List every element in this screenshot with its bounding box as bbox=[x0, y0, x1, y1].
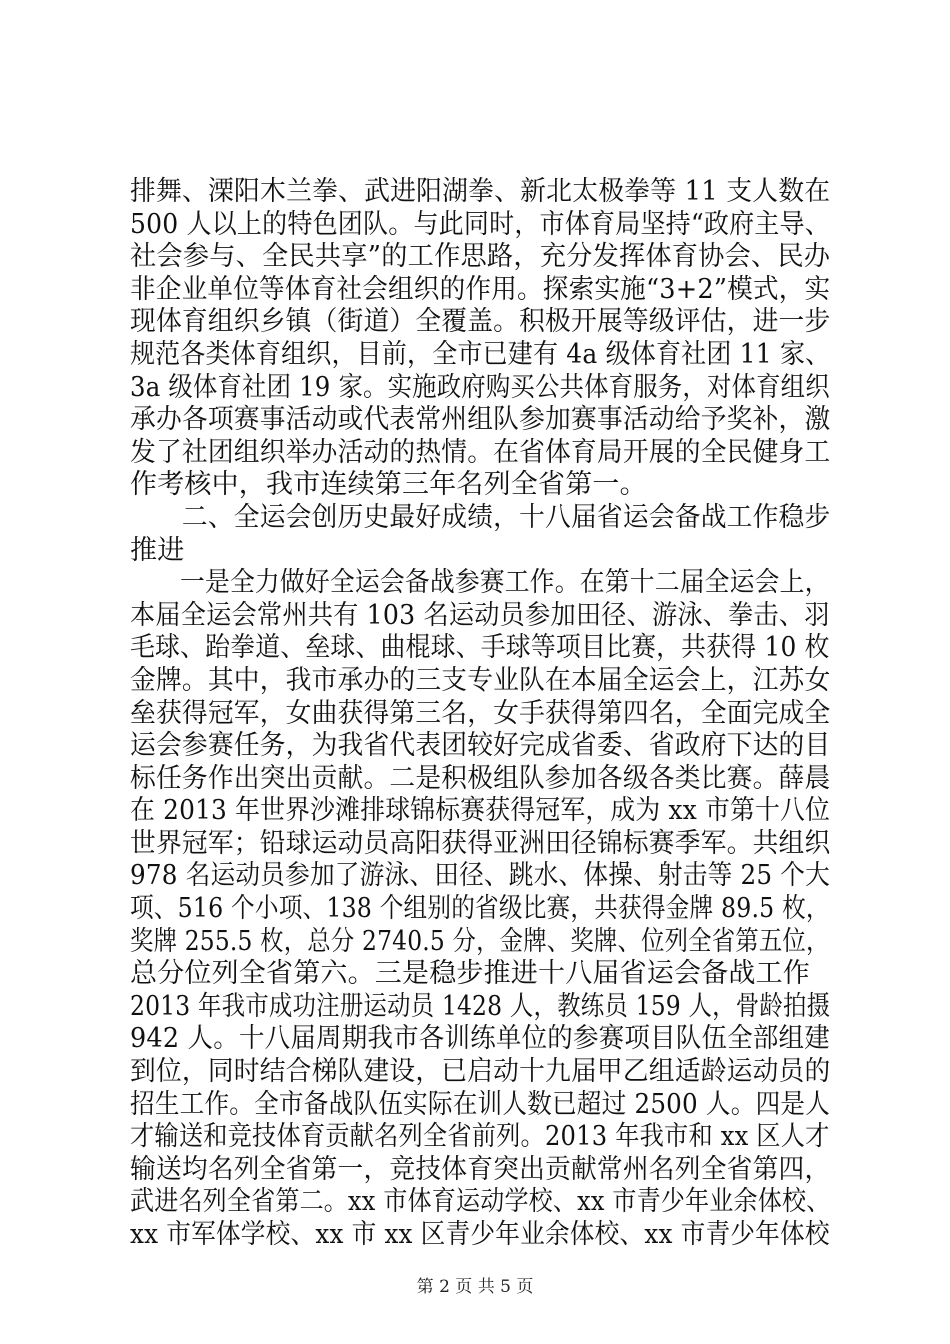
text-line: 金牌。其中，我市承办的三支专业队在本届全运会上，江苏女 bbox=[130, 664, 831, 696]
text-line: 排舞、溧阳木兰拳、武进阳湖拳、新北太极拳等 11 支人数在 bbox=[130, 176, 831, 207]
text-line: 3a 级体育社团 19 家。实施政府购买公共体育服务，对体育组织 bbox=[130, 371, 830, 403]
text-line: 武进名列全省第二。xx 市体育运动学校、xx 市青少年业余体校、 bbox=[130, 1186, 831, 1218]
text-line: 招生工作。全市备战队伍实际在训人数已超过 2500 人。四是人 bbox=[130, 1088, 831, 1120]
text-line: xx 市军体学校、xx 市 xx 区青少年业余体校、xx 市青少年体校 bbox=[130, 1219, 830, 1250]
text-line: 总分位列全省第六。三是稳步推进十八届省运会备战工作 bbox=[130, 958, 810, 990]
text-line: 非企业单位等体育社会组织的作用。探索实施“3+2”模式，实 bbox=[130, 273, 831, 305]
text-line: 到位，同时结合梯队建设，已启动十九届甲乙组适龄运动员的 bbox=[130, 1056, 831, 1088]
text-line: 2013 年我市成功注册运动员 1428 人，教练员 159 人，骨龄拍摄 bbox=[130, 990, 831, 1022]
text-line: 现体育组织乡镇（街道）全覆盖。积极开展等级评估，进一步 bbox=[130, 306, 831, 338]
text-line: 社会参与、全民共享”的工作思路，充分发挥体育协会、民办 bbox=[130, 241, 831, 273]
text-line: 运会参赛任务，为我省代表团较好完成省委、省政府下达的目 bbox=[130, 730, 831, 762]
text-line: 942 人。十八届周期我市各训练单位的参赛项目队伍全部组建 bbox=[130, 1023, 830, 1055]
text-line: 奖牌 255.5 枚，总分 2740.5 分，金牌、奖牌、位列全省第五位， bbox=[130, 925, 830, 957]
text-line: 输送均名列全省第一，竞技体育突出贡献常州名列全省第四， bbox=[130, 1153, 831, 1185]
text-line: 垒获得冠军，女曲获得第三名，女手获得第四名，全面完成全 bbox=[130, 697, 831, 729]
text-line: 才输送和竞技体育贡献名列全省前列。2013 年我市和 xx 区人才 bbox=[130, 1121, 830, 1153]
text-line: 项、516 个小项、138 个组别的省级比赛，共获得金牌 89.5 枚， bbox=[130, 893, 830, 925]
text-line: 作考核中，我市连续第三年名列全省第一。 bbox=[130, 469, 647, 501]
text-line: 规范各类体育组织，目前，全市已建有 4a 级体育社团 11 家、 bbox=[130, 338, 831, 370]
text-line: 世界冠军；铅球运动员高阳获得亚洲田径锦标赛季军。共组织 bbox=[130, 827, 831, 859]
page-footer: 第 2 页 共 5 页 bbox=[416, 1277, 534, 1297]
text-line: 承办各项赛事活动或代表常州组队参加赛事活动给予奖补，激 bbox=[130, 404, 831, 436]
text-line: 本届全运会常州共有 103 名运动员参加田径、游泳、拳击、羽 bbox=[130, 599, 830, 631]
text-line: 发了社团组织举办活动的热情。在省体育局开展的全民健身工 bbox=[130, 436, 831, 468]
body-text bbox=[130, 176, 830, 1252]
text-line: 500 人以上的特色团队。与此同时，市体育局坚持“政府主导、 bbox=[130, 208, 830, 240]
text-line: 在 2013 年世界沙滩排球锦标赛获得冠军，成为 xx 市第十八位 bbox=[130, 795, 831, 827]
text-line: 978 名运动员参加了游泳、田径、跳水、体操、射击等 25 个大 bbox=[130, 860, 831, 892]
text-line: 毛球、跆拳道、垒球、曲棍球、手球等项目比赛，共获得 10 枚 bbox=[130, 632, 830, 664]
text-line: 推进 bbox=[130, 534, 185, 566]
text-line: 一是全力做好全运会备战参赛工作。在第十二届全运会上， bbox=[130, 567, 830, 599]
text-line: 标任务作出突出贡献。二是积极组队参加各级各类比赛。薛晨 bbox=[130, 762, 831, 794]
text-line: 二、全运会创历史最好成绩，十八届省运会备战工作稳步 bbox=[130, 501, 831, 533]
